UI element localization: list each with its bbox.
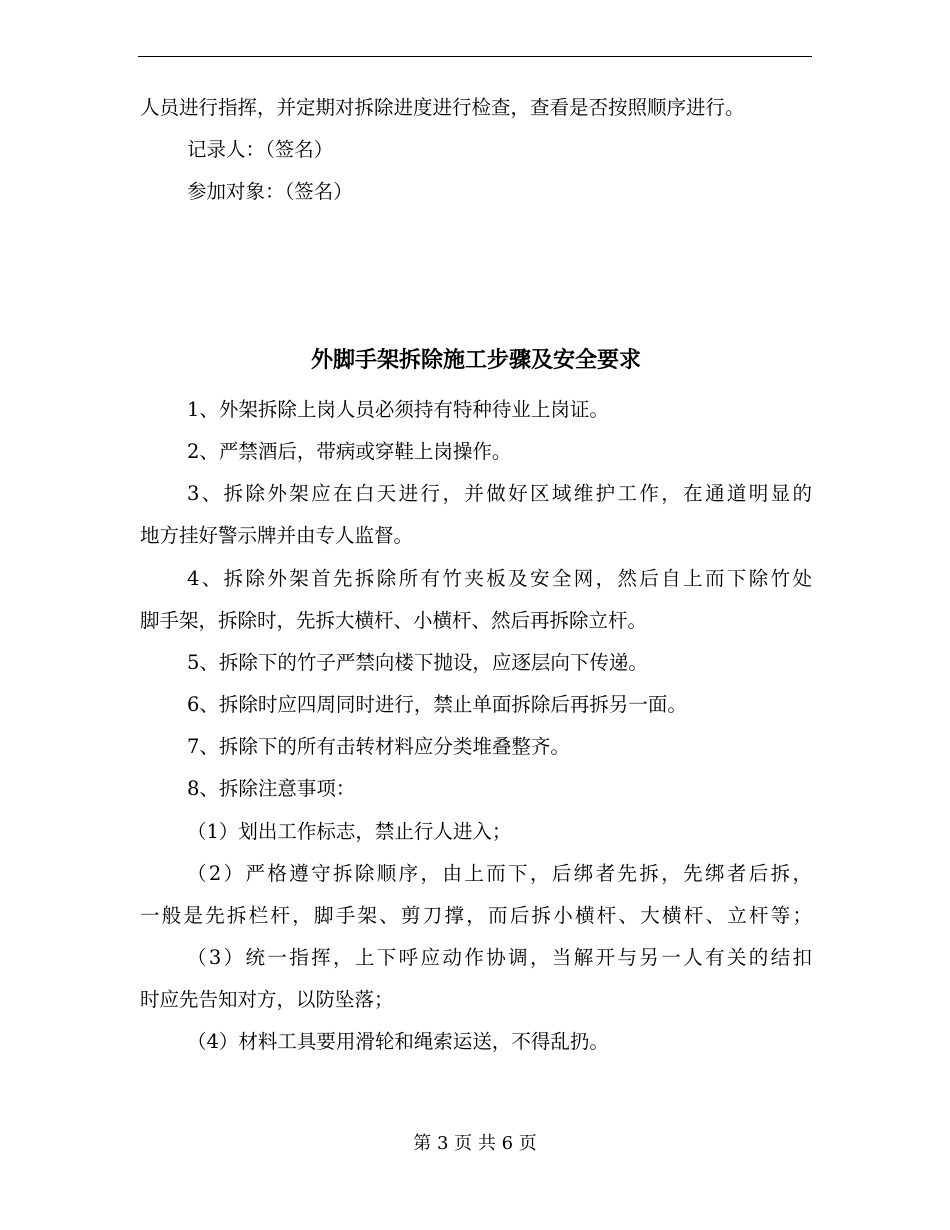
sub-list-item: （2）严格遵守拆除顺序，由上而下，后绑者先拆，先绑者后拆， <box>187 862 812 885</box>
list-item: 3、拆除外架应在白天进行，并做好区域维护工作，在通道明显的 <box>187 482 812 505</box>
list-item: 6、拆除时应四周同时进行，禁止单面拆除后再拆另一面。 <box>187 693 687 716</box>
list-item: 5、拆除下的竹子严禁向楼下抛设，应逐层向下传递。 <box>187 651 648 674</box>
list-item-continuation: 地方挂好警示牌并由专人监督。 <box>140 524 414 547</box>
list-item: 8、拆除注意事项： <box>187 777 356 800</box>
list-item: 1、外架拆除上岗人员必须持有特种待业上岗证。 <box>187 398 609 421</box>
sub-list-item: （3）统一指挥，上下呼应动作协调，当解开与另一人有关的结扣 <box>187 946 812 969</box>
continuation-text: 人员进行指挥，并定期对拆除进度进行检查，查看是否按照顺序进行。 <box>140 96 745 119</box>
sub-list-item: （4）材料工具要用滑轮和绳索运送，不得乱扔。 <box>187 1030 609 1053</box>
list-item-continuation: 脚手架，拆除时，先拆大横杆、小横杆、然后再拆除立杆。 <box>140 609 648 632</box>
sub-list-item: （1）划出工作标志，禁止行人进入； <box>187 820 512 843</box>
sub-list-item-continuation: 一般是先拆栏杆，脚手架、剪刀撑，而后拆小横杆、大横杆、立杆等； <box>140 904 812 927</box>
sub-list-item-continuation: 时应先告知对方，以防坠落； <box>140 988 394 1011</box>
list-item: 4、拆除外架首先拆除所有竹夹板及安全网，然后自上而下除竹处 <box>187 567 812 590</box>
list-item: 2、严禁酒后，带病或穿鞋上岗操作。 <box>187 440 512 463</box>
header-rule <box>138 56 812 57</box>
recorder-signature-line: 记录人：（签名） <box>187 138 334 161</box>
page-number: 第 3 页 共 6 页 <box>413 1133 537 1154</box>
section-title: 外脚手架拆除施工步骤及安全要求 <box>310 347 641 373</box>
list-item: 7、拆除下的所有击转材料应分类堆叠整齐。 <box>187 735 570 758</box>
participants-signature-line: 参加对象：（签名） <box>187 180 353 203</box>
